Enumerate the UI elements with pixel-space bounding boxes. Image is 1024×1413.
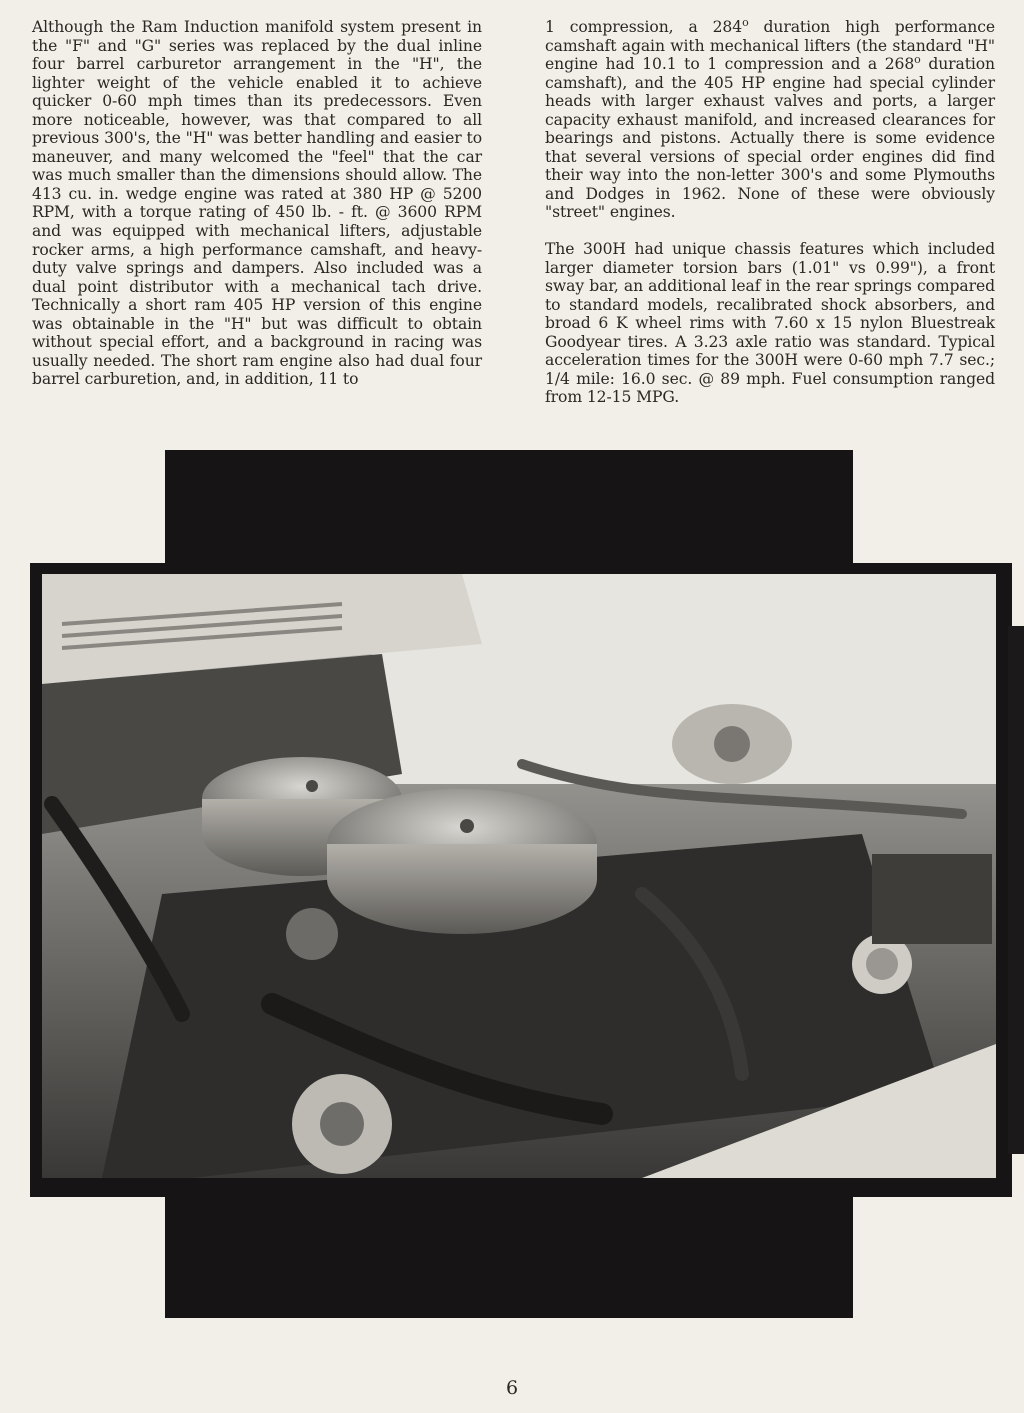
- right-p1-part-b: duration high performance camshaft again with mechanical lifters (the standard "H" engine had 10.1 to 1 compression and a 268: [545, 18, 995, 74]
- degree-mark: o: [914, 53, 921, 67]
- left-paragraph: Although the Ram Induction manifold system present in the "F" and "G" series was replaced by the dual inline four barrel carburetor arrangement in the "H", the lighter weight of the vehicle enabled it to achieve quicker 0-60 mph times than its predecessors. Even more noticeable, however, was that compared to all previous 300's, the "H" was better handling and easier to maneuver, and many welcomed the "feel" that the car was much smaller than the dimensions should allow. The 413 cu. in. wedge engine was rated at 380 HP @ 5200 RPM, with a torque rating of 450 lb. - ft. @ 3600 RPM and was equipped with mechanical lifters, adjustable rocker arms, a high performance camshaft, and heavy-duty valve springs and dampers. Also included was a dual point distributor with a mechanical tach drive. Technically a short ram 405 HP version of this engine was obtainable in the "H" but was difficult to obtain without special effort, and a background in racing was usually needed. The short ram engine also had dual four barrel carburetion, and, in addition, 11 to: [32, 18, 482, 389]
- right-p1-part-a: 1 compression, a 284: [545, 18, 743, 36]
- engine-bay-illustration: [42, 574, 996, 1178]
- distributor: [286, 908, 338, 960]
- page-edge-tab: [1008, 626, 1024, 1154]
- air-cleaner-front: [327, 789, 597, 934]
- article-left-column: [32, 18, 482, 389]
- photo-frame-top: [165, 450, 853, 574]
- right-paragraph-1: [545, 18, 995, 222]
- engine-bay-photo: [42, 574, 996, 1178]
- battery: [872, 854, 992, 944]
- page-number: 6: [505, 1377, 519, 1399]
- right-paragraph-2: The 300H had unique chassis features which included larger diameter torsion bars (1.01" vs 0.99"), a front sway bar, an additional leaf in the rear springs compared to standard models, recalibrated shock absorbers, and broad 6 K wheel rims with 7.60 x 15 nylon Bluestreak Goodyear tires. A 3.23 axle ratio was standard. Typical acceleration times for the 300H were 0-60 mph 7.7 sec.; 1/4 mile: 16.0 sec. @ 89 mph. Fuel consumption ranged from 12-15 MPG.: [545, 240, 995, 407]
- article-right-column: [545, 18, 995, 407]
- degree-mark: o: [742, 16, 749, 29]
- right-p1-part-c: duration camshaft), and the 405 HP engine had special cylinder heads with larger exhaust valves and ports, a larger capacity exhaust manifold, and increased clearances for bearings and pistons. Actually there is some evidence that several versions of special order engines did find their way into the non-letter 300's and some Plymouths and Dodges in 1962. None of these were obviously "street" engines.: [545, 55, 995, 222]
- photo-frame-bottom: [165, 1186, 853, 1318]
